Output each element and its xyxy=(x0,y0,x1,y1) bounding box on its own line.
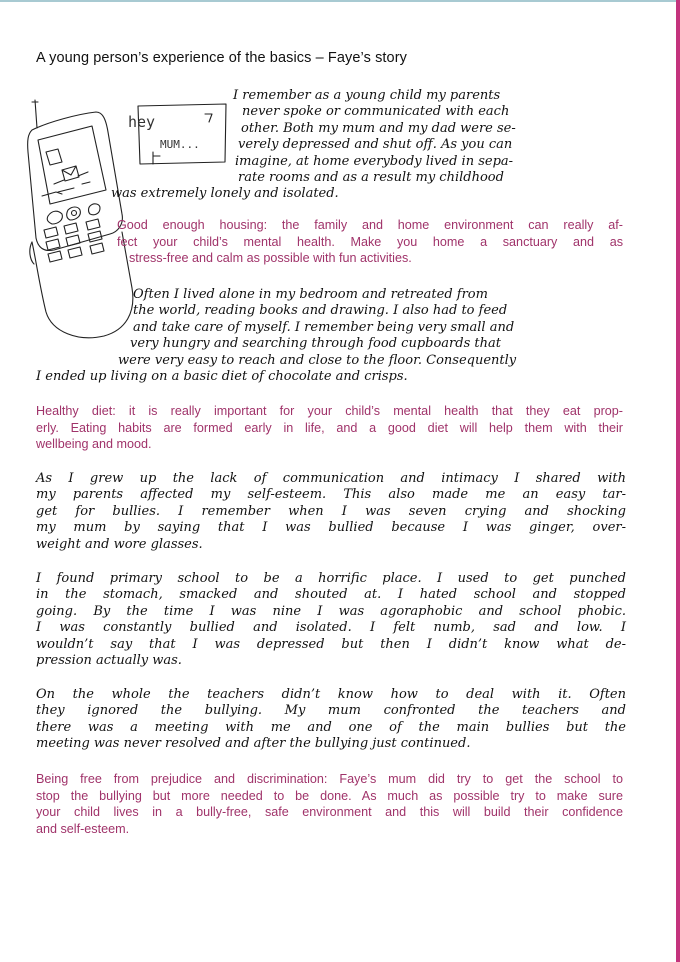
story-line: rate rooms and as a result my childhood xyxy=(238,170,504,186)
story-line: my parents affected my self-esteem. This also made me an easy tar- xyxy=(36,487,626,503)
story-line: never spoke or communicated with each xyxy=(242,104,510,120)
story-line: were very easy to reach and close to the floor. Consequently xyxy=(118,352,517,368)
note-line: fect your child’s mental health. Make you home a sanctuary and as xyxy=(117,234,623,249)
story-line: I found primary school to be a horrific place. I used to get punched xyxy=(36,571,626,586)
story-line: imagine, at home everybody lived in sepa- xyxy=(235,153,514,169)
story-line: and take care of myself. I remember being very small and xyxy=(133,319,515,335)
story-paragraph-3 xyxy=(36,471,626,553)
story-line: going. By the time I was nine I was agoraphobic and school phobic. xyxy=(36,603,626,619)
story-line: there was a meeting with me and one of the main bullies but the xyxy=(36,719,626,735)
note-line: Healthy diet: it is really important for your child’s mental health that they eat prop- xyxy=(36,404,623,418)
speech-bubble-text-line1: hey xyxy=(128,113,156,131)
story-line: I remember as a young child my parents xyxy=(233,88,501,103)
note-line: erly. Eating habits are formed early in life, and a good diet will help them with their xyxy=(36,420,623,435)
story-line: in the stomach, smacked and shouted at. I hated school and stopped xyxy=(36,587,626,603)
story-line: Often I lived alone in my bedroom and retreated from xyxy=(133,287,488,302)
note-line: your child lives in a bully-free, safe environment and this will build their confidence xyxy=(36,805,623,820)
note-healthy-diet xyxy=(36,403,623,453)
story-line: verely depressed and shut off. As you can xyxy=(238,137,513,153)
story-paragraph-2 xyxy=(0,287,630,385)
story-line: they ignored the bullying. My mum confronted the teachers and xyxy=(36,703,626,719)
story-line: was extremely lonely and isolated. xyxy=(111,186,339,202)
story-line: very hungry and searching through food cupboards that xyxy=(130,336,501,352)
speech-bubble-text-line2: MUM... xyxy=(160,138,200,151)
story-paragraph-5 xyxy=(36,687,626,753)
note-line: Being free from prejudice and discrimination: Faye’s mum did try to get the school to xyxy=(36,772,623,786)
note-line: Good enough housing: the family and home environment can really af- xyxy=(117,218,623,232)
story-line: the world, reading books and drawing. I also had to feed xyxy=(133,303,508,319)
page-title: A young person’s experience of the basics – Faye’s story xyxy=(36,50,407,66)
story-line: other. Both my mum and my dad were se- xyxy=(241,120,516,136)
top-rule xyxy=(0,0,680,2)
story-line: I was constantly bullied and isolated. I felt numb, sad and low. I xyxy=(36,620,626,636)
story-paragraph-4 xyxy=(36,571,626,669)
note-line: and self-esteem. xyxy=(36,821,130,836)
note-free-from-prejudice xyxy=(36,771,623,837)
story-line: pression actually was. xyxy=(36,653,182,669)
story-line: meeting was never resolved and after the bullying just continued. xyxy=(36,736,471,752)
story-line: my mum by saying that I was bullied because I was ginger, over- xyxy=(36,520,626,536)
note-line: stress-free and calm as possible with fun activities. xyxy=(129,251,412,266)
story-line: weight and wore glasses. xyxy=(36,536,203,552)
story-line: I ended up living on a basic diet of chocolate and crisps. xyxy=(36,369,408,385)
note-good-enough-housing xyxy=(117,217,623,267)
story-line: As I grew up the lack of communication and intimacy I shared with xyxy=(36,471,626,486)
note-line: wellbeing and mood. xyxy=(36,437,152,452)
story-line: On the whole the teachers didn’t know how to deal with it. Often xyxy=(36,687,626,702)
story-line: wouldn’t say that I was depressed but then I didn’t know what de- xyxy=(36,636,626,652)
note-line: stop the bullying but more needed to be done. As much as possible try to make sure xyxy=(36,788,623,803)
story-paragraph-1 xyxy=(0,88,620,203)
page-edge-accent xyxy=(676,0,680,962)
story-line: get for bullies. I remember when I was seven crying and shocking xyxy=(36,503,626,519)
